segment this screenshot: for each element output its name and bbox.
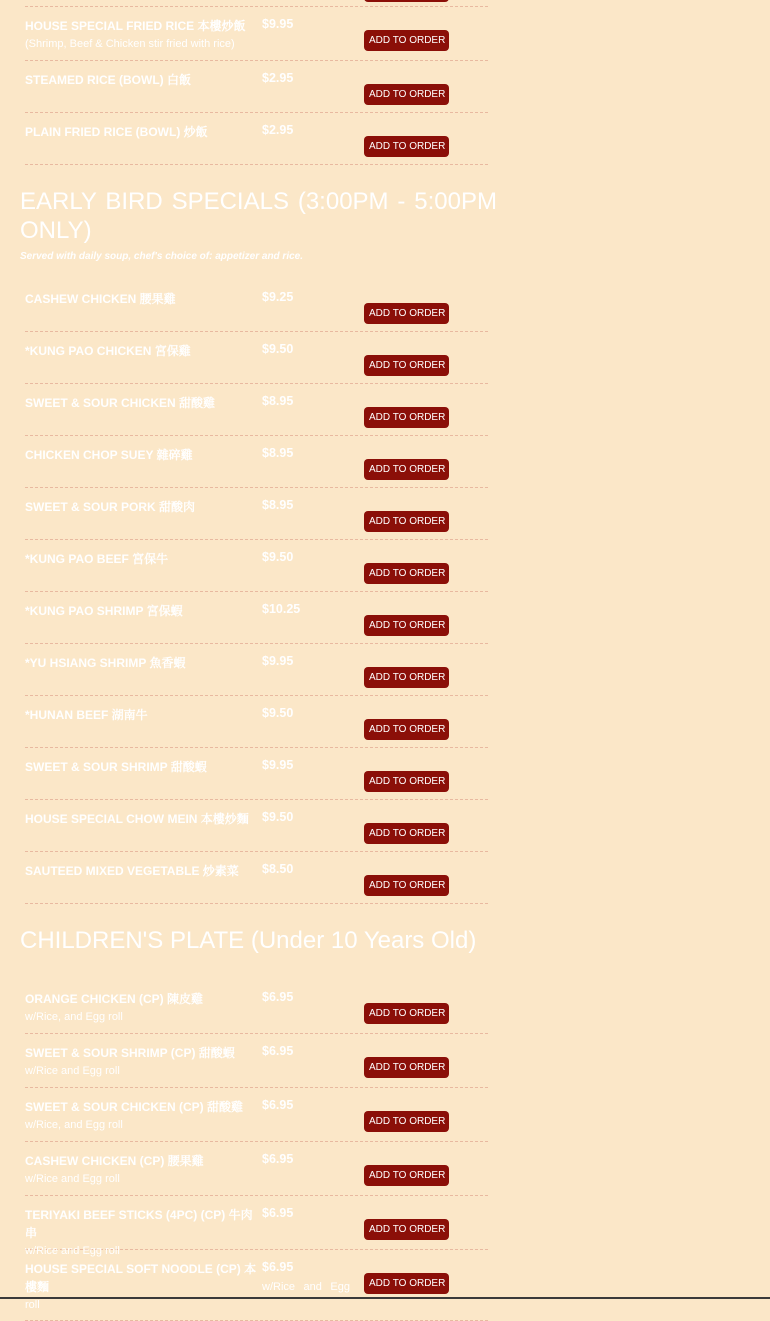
fried-rice-list [0, 7, 770, 165]
item-name: HOUSE SPECIAL FRIED RICE 本樓炒飯 [25, 19, 246, 33]
item-description: w/Rice and Egg roll [25, 1065, 120, 1077]
early-bird-title: EARLY BIRD SPECIALS (3:00PM - 5:00PM ONLY) [20, 188, 497, 244]
early-bird-note: Served with daily soup, chef's choice of: appetizer and rice. [20, 251, 304, 262]
children-list [0, 980, 770, 1321]
item-name: ORANGE CHICKEN (CP) 陳皮雞 [25, 992, 204, 1006]
item-price: $8.95 [262, 446, 294, 460]
add-to-order-button[interactable]: ADD TO ORDER [364, 1273, 449, 1294]
item-price: $9.50 [262, 342, 294, 356]
menu-item-row [25, 1250, 488, 1321]
item-name: *KUNG PAO BEEF 宮保牛 [25, 552, 169, 566]
item-name: CHICKEN CHOP SUEY 雜碎雞 [25, 448, 193, 462]
add-to-order-button[interactable]: ADD TO ORDER [364, 407, 449, 428]
menu-item-row [25, 113, 488, 165]
add-to-order-button[interactable]: ADD TO ORDER [364, 1111, 449, 1132]
item-price: $9.95 [262, 17, 294, 31]
item-price: $9.25 [262, 290, 294, 304]
menu-item-row [25, 384, 488, 436]
item-name: CASHEW CHICKEN 腰果雞 [25, 292, 176, 306]
item-price: $8.95 [262, 498, 294, 512]
item-price: $2.95 [262, 71, 294, 85]
early-bird-list [0, 280, 770, 904]
item-name: *KUNG PAO SHRIMP 宮保蝦 [25, 604, 183, 618]
menu-item-row [25, 592, 488, 644]
menu-item-row [25, 644, 488, 696]
menu-item-row [25, 61, 488, 113]
item-price: $6.95 [262, 1206, 294, 1220]
item-price: $8.95 [262, 394, 294, 408]
menu-item-row [25, 540, 488, 592]
item-price: $9.50 [262, 706, 294, 720]
item-price: $10.25 [262, 602, 301, 616]
add-to-order-button[interactable]: ADD TO ORDER [364, 563, 449, 584]
add-to-order-button[interactable]: ADD TO ORDER [364, 667, 449, 688]
menu-item-row [25, 332, 488, 384]
item-price: $6.95 [262, 1152, 294, 1166]
add-to-order-button[interactable]: ADD TO ORDER [364, 1003, 449, 1024]
item-price: $9.50 [262, 550, 294, 564]
item-description: w/Rice, and Egg roll [25, 1011, 123, 1023]
add-to-order-button[interactable]: ADD TO ORDER [364, 771, 449, 792]
item-name: SWEET & SOUR CHICKEN 甜酸雞 [25, 396, 216, 410]
add-to-order-button[interactable]: ADD TO ORDER [364, 30, 449, 51]
add-to-order-button[interactable]: ADD TO ORDER [364, 1219, 449, 1240]
item-price: $6.95 [262, 1098, 294, 1112]
item-price: $6.95 [262, 990, 294, 1004]
menu-item-row [25, 488, 488, 540]
item-name: CASHEW CHICKEN (CP) 腰果雞 [25, 1154, 204, 1168]
item-description: (Shrimp, Beef & Chicken stir fried with rice) [25, 38, 235, 50]
item-name: HOUSE SPECIAL SOFT NOODLE (CP) 本樓麵 [25, 1262, 257, 1294]
item-name: SWEET & SOUR SHRIMP (CP) 甜酸蝦 [25, 1046, 235, 1060]
add-to-order-button[interactable]: ADD TO ORDER [364, 84, 449, 105]
item-price: $8.50 [262, 862, 294, 876]
add-to-order-button[interactable]: ADD TO ORDER [364, 303, 449, 324]
add-to-order-button[interactable]: ADD TO ORDER [364, 511, 449, 532]
add-to-order-button[interactable]: ADD TO ORDER [364, 136, 449, 157]
add-to-order-button[interactable]: ADD TO ORDER [364, 615, 449, 636]
children-title: CHILDREN'S PLATE (Under 10 Years Old) [20, 927, 477, 954]
menu-item-row [25, 748, 488, 800]
menu-item-row [25, 436, 488, 488]
add-to-order-button[interactable]: ADD TO ORDER [364, 1165, 449, 1186]
item-name: TERIYAKI BEEF STICKS (4PC) (CP) 牛肉串 [25, 1208, 253, 1240]
add-to-order-button[interactable]: ADD TO ORDER [364, 823, 449, 844]
item-description: w/Rice, and Egg roll [25, 1119, 123, 1131]
add-to-order-button[interactable] [364, 0, 449, 2]
item-price-note: w/Rice and Egg [262, 1281, 350, 1293]
menu-item-row [25, 696, 488, 748]
item-name: SWEET & SOUR PORK 甜酸肉 [25, 500, 196, 514]
add-to-order-button[interactable]: ADD TO ORDER [364, 1057, 449, 1078]
menu-item-row [25, 852, 488, 904]
add-to-order-button[interactable]: ADD TO ORDER [364, 875, 449, 896]
menu-item-row [25, 280, 488, 332]
item-name: SWEET & SOUR SHRIMP 甜酸蝦 [25, 760, 207, 774]
item-price: $6.95 [262, 1260, 294, 1274]
item-name: STEAMED RICE (BOWL) 白飯 [25, 73, 191, 87]
item-name: HOUSE SPECIAL CHOW MEIN 本樓炒麵 [25, 812, 249, 826]
menu-item-row [25, 980, 488, 1034]
menu-item-row [25, 7, 488, 61]
menu-item-row [25, 800, 488, 852]
item-price: $2.95 [262, 123, 294, 137]
item-name: SWEET & SOUR CHICKEN (CP) 甜酸雞 [25, 1100, 244, 1114]
item-description: w/Rice and Egg roll [25, 1173, 120, 1185]
item-name: *KUNG PAO CHICKEN 宮保雞 [25, 344, 191, 358]
item-price: $9.50 [262, 810, 294, 824]
add-to-order-button[interactable]: ADD TO ORDER [364, 355, 449, 376]
item-price: $6.95 [262, 1044, 294, 1058]
menu-item-row [25, 1088, 488, 1142]
item-name: PLAIN FRIED RICE (BOWL) 炒飯 [25, 125, 208, 139]
item-name: *HUNAN BEEF 湖南牛 [25, 708, 148, 722]
add-to-order-button[interactable]: ADD TO ORDER [364, 459, 449, 480]
menu-item-row [25, 1196, 488, 1257]
item-price: $9.95 [262, 758, 294, 772]
item-price: $9.95 [262, 654, 294, 668]
item-name: *YU HSIANG SHRIMP 魚香蝦 [25, 656, 186, 670]
add-to-order-button[interactable]: ADD TO ORDER [364, 719, 449, 740]
item-name: SAUTEED MIXED VEGETABLE 炒素菜 [25, 864, 239, 878]
menu-item-row [25, 1034, 488, 1088]
top-divider-row [25, 0, 488, 7]
menu-item-row [25, 1142, 488, 1196]
item-description: roll [25, 1299, 40, 1311]
item-description: w/Rice and Egg roll [25, 1245, 120, 1257]
